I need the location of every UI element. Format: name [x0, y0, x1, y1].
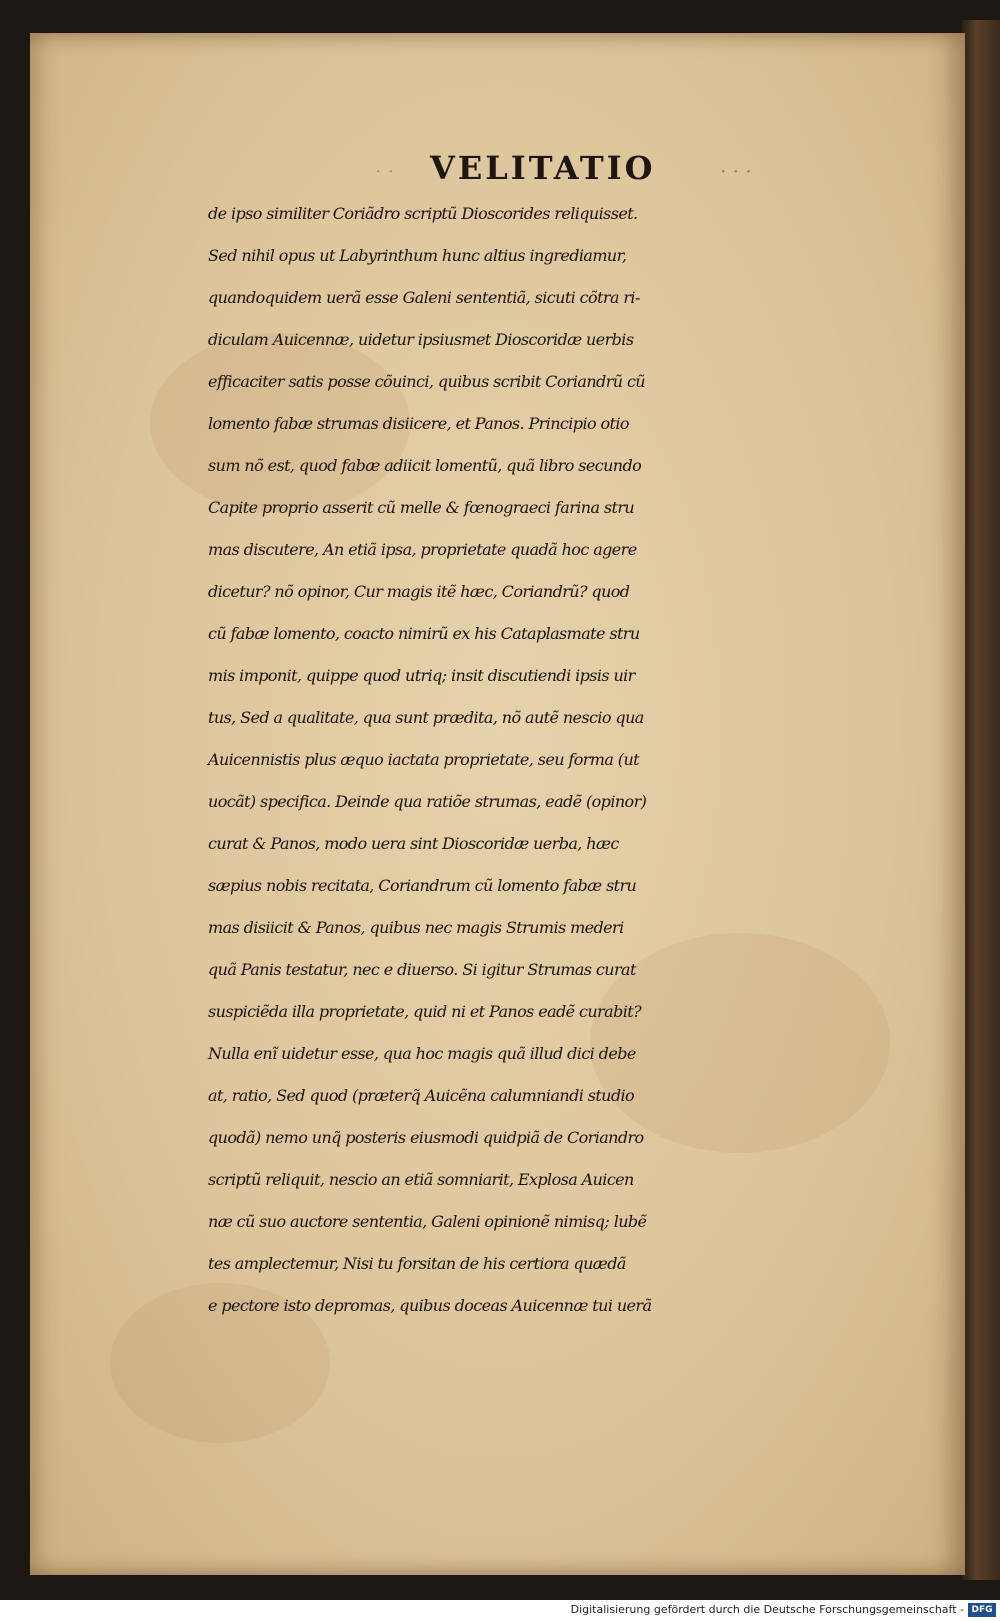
text-line: Sed nihil opus ut Labyrinthum hunc altius ingrediamur,	[208, 246, 627, 265]
header-ghost-right: · · ·	[720, 159, 752, 183]
text-line: mas disiicit & Panos, quibus nec magis Strumis mederi	[208, 918, 624, 937]
text-line: e pectore isto depromas, quibus doceas Auicennæ tui uerã	[208, 1296, 652, 1315]
text-line: at, ratio, Sed quod (præterq̃ Auicẽna calumniandi studio	[208, 1086, 635, 1105]
text-line: efficaciter satis posse cõuinci, quibus scribit Coriandrũ cũ	[208, 372, 646, 391]
text-line: mis imponit, quippe quod utriq; insit discutiendi ipsis uir	[208, 666, 635, 685]
text-line: Capite proprio asserit cũ melle & fœnograeci farina stru	[208, 498, 635, 517]
text-line: scriptũ reliquit, nescio an etiã somniarit, Explosa Auicen	[208, 1170, 634, 1189]
page-title: VELITATIO	[430, 149, 656, 187]
footer-bar	[0, 1600, 1000, 1621]
text-line: sum nõ est, quod fabæ adiicit lomentũ, quã libro secundo	[208, 456, 642, 475]
text-line: næ cũ suo auctore sententia, Galeni opinionẽ nimisq; lubẽ	[208, 1212, 647, 1231]
text-line: Nulla enĩ uidetur esse, qua hoc magis quã illud dici debe	[208, 1044, 636, 1063]
text-line: quodã) nemo unq̃ posteris eiusmodi quidpiã de Coriandro	[208, 1128, 644, 1147]
text-line: quandoquidem uerã esse Galeni sententiã, sicuti cõtra ri-	[208, 288, 640, 307]
dfg-logo: DFG	[968, 1603, 996, 1617]
header-ghost-left: · ·	[375, 159, 395, 183]
text-line: de ipso similiter Coriãdro scriptũ Dioscorides reliquisset.	[208, 204, 638, 223]
text-line: uocãt) specifica. Deinde qua ratiõe strumas, eadẽ (opinor)	[208, 792, 647, 811]
text-line: cũ fabæ lomento, coacto nimirũ ex his Cataplasmate stru	[208, 624, 640, 643]
text-line: sæpius nobis recitata, Coriandrum cũ lomento fabæ stru	[208, 876, 637, 895]
text-line: dicetur? nõ opinor, Cur magis itẽ hæc, Coriandrũ? quod	[208, 582, 630, 601]
text-line: mas discutere, An etiã ipsa, proprietate quadã hoc agere	[208, 540, 637, 559]
text-line: suspiciẽda illa proprietate, quid ni et Panos eadẽ curabit?	[208, 1002, 642, 1021]
book-edge	[962, 20, 1000, 1580]
text-line: lomento fabæ strumas disiicere, et Panos. Principio otio	[208, 414, 629, 433]
body-text	[208, 193, 928, 1327]
funding-credit: Digitalisierung gefördert durch die Deutsche Forschungsgemeinschaft -	[570, 1603, 964, 1616]
text-line: diculam Auicennæ, uidetur ipsiusmet Dioscoridæ uerbis	[208, 330, 634, 349]
text-line: Auicennistis plus æquo iactata proprietate, seu forma (ut	[208, 750, 639, 769]
book-page	[30, 33, 965, 1575]
text-line: tus, Sed a qualitate, qua sunt prædita, nõ autẽ nescio qua	[208, 708, 644, 727]
text-line: tes amplectemur, Nisi tu forsitan de his certiora quædã	[208, 1254, 626, 1273]
text-line: curat & Panos, modo uera sint Dioscoridæ uerba, hæc	[208, 834, 619, 853]
text-line: quã Panis testatur, nec e diuerso. Si igitur Strumas curat	[208, 960, 636, 979]
running-header	[30, 143, 965, 193]
